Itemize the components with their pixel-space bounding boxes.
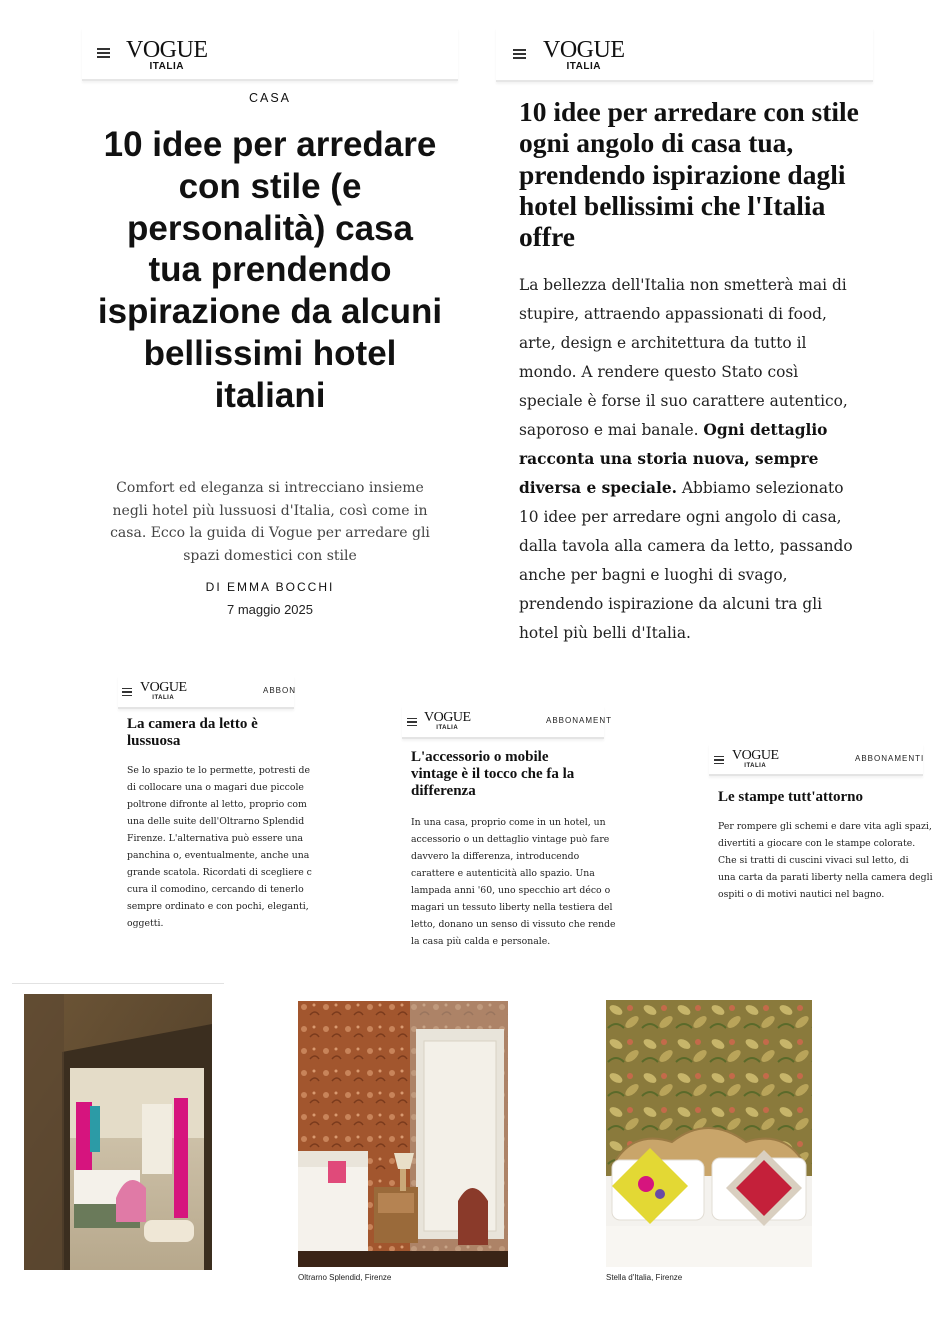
publish-date: 7 maggio 2025 xyxy=(226,602,313,617)
tip-body xyxy=(411,814,616,950)
photo-oltrarno-splendid xyxy=(298,1001,508,1267)
body-line: una carta da parati liberty nella camera degli xyxy=(718,872,933,883)
body-line: di collocare una o magari due piccole xyxy=(127,782,304,793)
title-line: lussuosa xyxy=(127,733,181,749)
photo-caption: Oltrarno Splendid, Firenze xyxy=(298,1273,392,1282)
tip-body xyxy=(718,818,933,903)
site-header xyxy=(82,28,458,81)
title-line: La camera da letto è xyxy=(127,716,258,732)
body-line: In una casa, proprio come in un hotel, un xyxy=(411,817,606,828)
logo-wordmark: VOGUE xyxy=(732,748,779,763)
body-line: divertiti a giocare con le stampe colorate. xyxy=(718,838,916,849)
logo-edition: ITALIA xyxy=(152,695,175,701)
site-header xyxy=(709,744,923,776)
article-dek: Comfort ed eleganza si intrecciano insieme negli hotel più lussuosi d'Italia, così come in casa. Ecco la guida di Vogue per arredare gli spazi domestici con stile xyxy=(110,480,430,564)
intro-paragraph xyxy=(519,271,861,648)
title-line: differenza xyxy=(411,783,476,799)
hamburger-menu-icon[interactable] xyxy=(407,718,417,726)
site-header xyxy=(496,28,873,82)
body-line: oggetti. xyxy=(127,918,164,929)
vogue-logo[interactable] xyxy=(424,711,471,731)
body-line: lampada anni '60, uno specchio art déco o xyxy=(411,885,611,896)
hamburger-menu-icon[interactable] xyxy=(714,756,724,764)
hamburger-menu-icon[interactable] xyxy=(513,49,526,59)
logo-wordmark: VOGUE xyxy=(543,37,625,63)
article-intro-panel xyxy=(496,28,873,642)
vogue-logo[interactable] xyxy=(543,38,625,72)
tip-title xyxy=(127,716,258,750)
tip-title xyxy=(718,789,863,806)
body-line: una delle suite dell'Oltrarno Splendid xyxy=(127,816,305,827)
site-header xyxy=(118,676,297,709)
body-line: Firenze. L'alternativa può essere una xyxy=(127,833,304,844)
photo-caption: Stella d'Italia, Firenze xyxy=(606,1273,683,1282)
body-line: la casa più calda e personale. xyxy=(411,936,551,947)
title-line: Le stampe tutt'attorno xyxy=(718,789,863,805)
article-title: 10 idee per arredare con stile (e personalità) casa tua prendendo ispirazione da alcuni bellissimi hotel italiani xyxy=(97,125,443,415)
author-byline[interactable]: DI EMMA BOCCHI xyxy=(205,580,335,594)
vogue-logo[interactable] xyxy=(140,681,187,701)
body-line: magari un tessuto liberty nella testiera del xyxy=(411,902,613,913)
body-line: accessorio o un dettaglio vintage può fare xyxy=(411,834,610,845)
photo-stella-graphic xyxy=(606,1000,812,1267)
vogue-logo[interactable] xyxy=(732,749,779,769)
tip-panel-prints xyxy=(709,744,933,910)
logo-edition: ITALIA xyxy=(149,61,184,72)
logo-edition: ITALIA xyxy=(744,763,767,769)
body-line: carattere e autenticità allo spazio. Una xyxy=(411,868,595,879)
tip-panel-bedroom xyxy=(118,676,312,938)
article-header-panel xyxy=(82,28,458,628)
divider xyxy=(12,983,224,984)
section-title: 10 idee per arredare con stile ogni angolo di casa tua, prendendo ispirazione dagli hotel bellissimi che l'Italia offre xyxy=(519,96,859,253)
body-line: letto, donano un senso di vissuto che rende xyxy=(411,919,616,930)
tip-title xyxy=(411,749,574,800)
photo-bedroom-doorway-graphic xyxy=(24,994,212,1270)
vogue-logo[interactable] xyxy=(126,38,208,72)
logo-wordmark: VOGUE xyxy=(140,680,187,695)
hamburger-menu-icon[interactable] xyxy=(97,48,110,58)
title-line: vintage è il tocco che fa la xyxy=(411,766,575,782)
tip-body xyxy=(127,762,312,932)
intro-tail: Abbiamo selezionato 10 idee per arredare ogni angolo di casa, dalla tavola alla camera da letto, passando anche per bagni e luoghi di svago, prendendo ispirazione da alcuni tra gli hotel più belli d'Italia. xyxy=(519,479,853,642)
logo-edition: ITALIA xyxy=(566,61,601,72)
logo-edition: ITALIA xyxy=(436,725,459,731)
subscribe-link[interactable]: ABBON xyxy=(263,686,297,695)
body-line: sempre ordinato e con pochi, eleganti, xyxy=(127,901,309,912)
title-line: L'accessorio o mobile xyxy=(411,749,549,765)
body-line: panchina o, eventualmente, anche una xyxy=(127,850,310,861)
body-line: davvero la differenza, introducendo xyxy=(411,851,580,862)
body-line: Se lo spazio te lo permette, potresti de xyxy=(127,765,310,776)
intro-bold: Ogni dettaglio racconta una storia nuova, sempre diversa e speciale. xyxy=(519,421,828,497)
intro-lead: La bellezza dell'Italia non smetterà mai di stupire, attraendo appassionati di food, arte, design e architettura da tutto il mondo. A rendere questo Stato così speciale è forse il suo carattere autentico, saporoso e mai banale. xyxy=(519,276,848,439)
body-line: Che si tratti di cuscini vivaci sul letto, di xyxy=(718,855,909,866)
body-line: poltrone difronte al letto, proprio com xyxy=(127,799,307,810)
photo-stella-italia xyxy=(606,1000,812,1267)
body-line: cura il comodino, cercando di tenerlo xyxy=(127,884,304,895)
tip-panel-vintage xyxy=(402,706,616,956)
hamburger-menu-icon[interactable] xyxy=(122,688,132,696)
logo-wordmark: VOGUE xyxy=(126,37,208,63)
photo-bedroom-doorway xyxy=(24,994,212,1270)
logo-wordmark: VOGUE xyxy=(424,710,471,725)
body-line: Per rompere gli schemi e dare vita agli spazi, xyxy=(718,821,932,832)
body-line: grande scatola. Ricordati di scegliere c xyxy=(127,867,312,878)
category-link[interactable]: CASA xyxy=(248,91,292,105)
photo-oltrarno-graphic xyxy=(298,1001,508,1267)
body-line: ospiti o di motivi nautici nel bagno. xyxy=(718,889,885,900)
site-header xyxy=(402,706,613,739)
subscribe-link[interactable]: ABBONAMENTI xyxy=(855,754,925,763)
subscribe-link[interactable]: ABBONAMENT xyxy=(546,716,613,725)
